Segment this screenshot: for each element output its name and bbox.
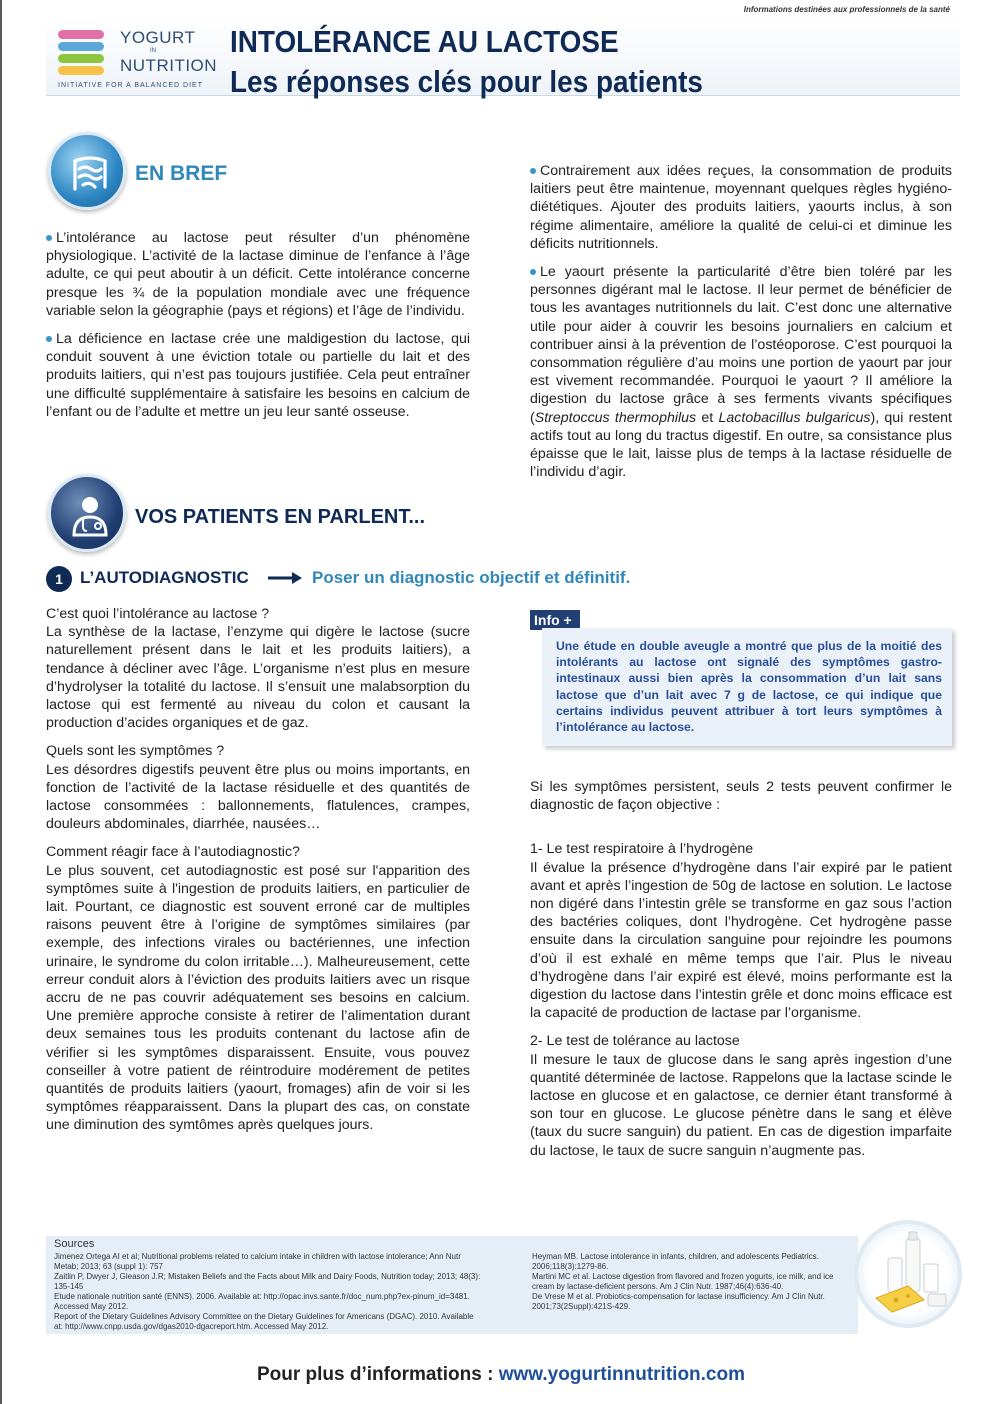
paragraph: L’intolérance au lactose peut résulter d’un phénomène physiologique. L’activité de la lactase diminue de l’enfance à l’âge adulte, ce qui peut aboutir à un déficit. Cette intolérance concerne presque les ¾ de la population mondiale avec une fréquence variable selon la géographie (pays et régions) et l’âge de l’individu. <box>46 230 470 319</box>
paragraph: La déficience en lactase crée une maldigestion du lactose, qui conduit souvent à une éviction totale ou partielle du lait et des produits laitiers, qui n’est pas toujours justifiée. Cela peut entraîner une difficulté supplémentaire à satisfaire les besoins en calcium de l’enfant ou de l’adulte et mettre un jeu leur santé osseuse. <box>46 331 470 420</box>
logo-word-yogurt: YOGURT <box>120 28 196 47</box>
source-entry: Jimenez Ortega AI et al; Nutritional problems related to calcium intake in children with lactose intolerance; Ann Nutr Metab; 2013; 63 (suppl 1): 757 <box>54 1252 461 1271</box>
autodiagnostic-right-column <box>530 778 952 1170</box>
answer: Les désordres digestifs peuvent être plus ou moins importants, en fonction de l’activité de la lactase résiduelle et des quantités de lactose consommées : ballonnements, flatulences, crampes, douleurs abdominales, diarrhée, nausées… <box>46 761 470 833</box>
tests-intro: Si les symptômes persistent, seuls 2 tests peuvent confirmer le diagnostic de façon objective : <box>530 779 952 814</box>
paragraph: Contrairement aux idées reçues, la consommation de produits laitiers peut être maintenue, moyennant quelques règles hygiéno-diététiques. Ajouter des produits laitiers, yaourts inclus, à son régime alimentaire, améliore la qualité de celui-ci et diminue les déficits nutritionnels. <box>530 163 952 252</box>
logo-word-nutrition: NUTRITION <box>120 56 218 75</box>
logo-tagline: INITIATIVE FOR A BALANCED DIET <box>58 82 204 89</box>
bullet-icon <box>530 168 536 174</box>
qa-block <box>46 843 470 1134</box>
test-block <box>530 840 952 1022</box>
section-title-en-bref: EN BREF <box>135 162 228 185</box>
question: Comment réagir face à l’autodiagnostic? <box>46 844 300 861</box>
source-entry: Zaitlin P, Dwyer J, Gleason J.R; Mistaken Beliefs and the Facts about Milk and Dairy Foods, Nutrition today; 2013; 48(3): 135-145 <box>54 1272 481 1291</box>
test-block <box>530 1032 952 1159</box>
sources-box <box>46 1236 858 1334</box>
sources-title: Sources <box>54 1238 95 1250</box>
website-link[interactable]: www.yogurtinnutrition.com <box>498 1364 745 1385</box>
logo <box>58 26 218 90</box>
info-tag: Info + <box>530 610 580 630</box>
source-entry: Etude nationale nutrition santé (ENNS). 2006. Available at: http://opac.invs.sante.fr/doc_num.php?ex-pinum_id=3481. Accessed May 2012. <box>54 1292 470 1311</box>
audience-note: Informations destinées aux professionnels de la santé <box>743 5 950 14</box>
arrow-right-icon <box>268 571 304 590</box>
logo-stripe <box>58 30 104 39</box>
bullet-icon <box>46 235 52 241</box>
paragraph: Le yaourt présente la particularité d’être bien toléré par les personnes digérant mal le lactose. Il leur permet de bénéficier de tous les avantages nutritionnels du lait. C’est donc une alternative utile pour aider à couvrir les besoins journaliers en calcium et contribuer ainsi à la prévention de l’ostéoporose. C’est pourquoi la consommation régulière d’au moins une portion de yaourt par jour est vivement recommandée. Pourquoi le yaourt ? Il améliore la digestion du lactose grâce à ses ferments vivants spécifiques (Streptoccus thermophilus et Lactobacillus bulgaricus), qui restent actifs tout au long du tractus digestif. En outre, sa consistance plus épaisse que le lait, laisse plus de temps à la lactase résiduelle de l’individu d’agir. <box>530 264 952 481</box>
footer <box>2 1364 998 1386</box>
source-entry: Heyman MB. Lactose intolerance in infants, children, and adolescents Pediatrics. 2006;118(3):1279-86. <box>532 1252 819 1271</box>
intestine-icon <box>48 132 126 210</box>
step-subtitle: Poser un diagnostic objectif et définitif. <box>312 568 631 587</box>
sources-left <box>54 1252 484 1332</box>
logo-stripe <box>58 54 104 63</box>
answer: Le plus souvent, cet autodiagnostic est posé sur l'apparition des symptômes suite à l'ingestion de produits laitiers, en particulier de lait. Pourtant, ce diagnostic est souvent erroné car de multiples raisons peuvent être à l’origine de symptômes similaires (par exemple, des infections virales ou bactériennes, une infection urinaire, le syndrome du colon irritable…). Malheureusement, cette erreur conduit alors à l’éviction des produits laitiers avec un risque accru de ne pas couvrir adéquatement ses besoins en calcium. Une première approche consiste à retirer de l’alimentation durant deux semaines tous les produits contenant du lactose afin de vérifier si les symptômes disparaissent. Ensuite, vous pouvez conseiller à votre patient de réintroduire modérement de petites quantités de produits laitiers (yaourt, fromages) afin de voir si les symptômes réapparaissent. Dans la plupart des cas, on constate une diminution des symtômes après quelques jours. <box>46 862 470 1134</box>
autodiagnostic-left-column <box>46 605 470 1145</box>
page-subtitle: Les réponses clés pour les patients <box>230 64 703 99</box>
bullet-icon <box>46 336 52 342</box>
test-text: Il mesure le taux de glucose dans le sang après ingestion d’une quantité déterminée de lactose. Rappelons que la lactase scinde le lactose en glucose et en galactose, ce dernier étant transformé à son tour en glucose. Le glucose pénètre dans le sang et élève (taux du sucre sanguin) du patient. En cas de digestion imparfaite du lactose, le taux de sucre sanguin n’augmente pas. <box>530 1051 952 1159</box>
logo-stripe <box>58 42 104 51</box>
page-title: INTOLÉRANCE AU LACTOSE <box>230 24 619 59</box>
bullet-icon <box>530 269 536 275</box>
qa-block <box>46 605 470 732</box>
source-entry: Report of the Dietary Guidelines Advisory Committee on the Dietary Guidelines for Americans (DGAC). 2010. Available at: http://www.cnpp.usda.gov/dgas2010-dgacreport.htm. Accessed May 2012. <box>54 1312 474 1331</box>
info-box <box>542 628 952 746</box>
answer: La synthèse de la lactase, l’enzyme qui digère le lactose (sucre naturellement présent dans le lait et les produits laitiers), a tendance à décliner avec l’âge. L’organisme n’est plus en mesure d’hydrolyser la totalité du lactose. Il s’ensuit une malabsorption du lactose qui est fermenté au niveau du colon et causant la production d’acides organiques et de gaz. <box>46 624 470 732</box>
info-text: Une étude en double aveugle a montré que plus de la moitié des intolérants au lactose ont signalé des symptômes gastro-intestinaux aussi bien après la consommation d’un lait sans lactose que d’un lait avec 7 g de lactose, ce qui indique que certains individus peuvent attribuer à tort leurs symptômes à l’intolérance au lactose. <box>556 639 942 735</box>
section-title-patients: VOS PATIENTS EN PARLENT... <box>135 506 426 528</box>
logo-stripe <box>58 66 104 75</box>
test-title: 2- Le test de tolérance au lactose <box>530 1033 740 1050</box>
sources-right <box>532 1252 852 1312</box>
en-bref-left-column <box>46 229 470 431</box>
footer-label: Pour plus d’informations : <box>256 1364 499 1385</box>
question: C’est quoi l’intolérance au lactose ? <box>46 606 270 622</box>
dairy-products-image <box>854 1220 962 1328</box>
logo-word-in: IN <box>150 48 156 54</box>
question: Quels sont les symptômes ? <box>46 743 225 760</box>
source-entry: Martini MC et al. Lactose digestion from flavored and frozen yogurts, ice milk, and ice cream by lactase-deficient persons. Am J Clin Nutr. 1987;46(4):636-40. <box>532 1272 834 1291</box>
qa-block <box>46 742 470 833</box>
test-text: Il évalue la présence d’hydrogène dans l’air expiré par le patient avant et après l’ingestion de 50g de lactose en solution. Le lactose non digéré dans l’intestin grêle se transforme en gaz sous l’action des bactéries coliques, dont l’hydrogène. Cet hydrogène passe ensuite dans la circulation sanguine pour rejoindre les poumons d’où il est exhalé en même temps que l’air. Plus le niveau d’hydrogène dans l’air expiré est élevé, moins performante est la digestion du lactose dans l’intestin grêle et donc moins efficace est la capacité de production de lactase par l’organisme. <box>530 859 952 1022</box>
step-title: L’AUTODIAGNOSTIC <box>80 568 249 587</box>
step-number: 1 <box>46 566 72 592</box>
source-entry: De Vrese M et al. Probiotics-compensation for lactase insufficiency. Am J Clin Nutr. 2001;73(2Suppl):421S-429. <box>532 1292 825 1311</box>
en-bref-right-column <box>530 162 952 491</box>
doctor-icon <box>48 474 126 552</box>
test-title: 1- Le test respiratoire à l’hydrogène <box>530 841 754 858</box>
